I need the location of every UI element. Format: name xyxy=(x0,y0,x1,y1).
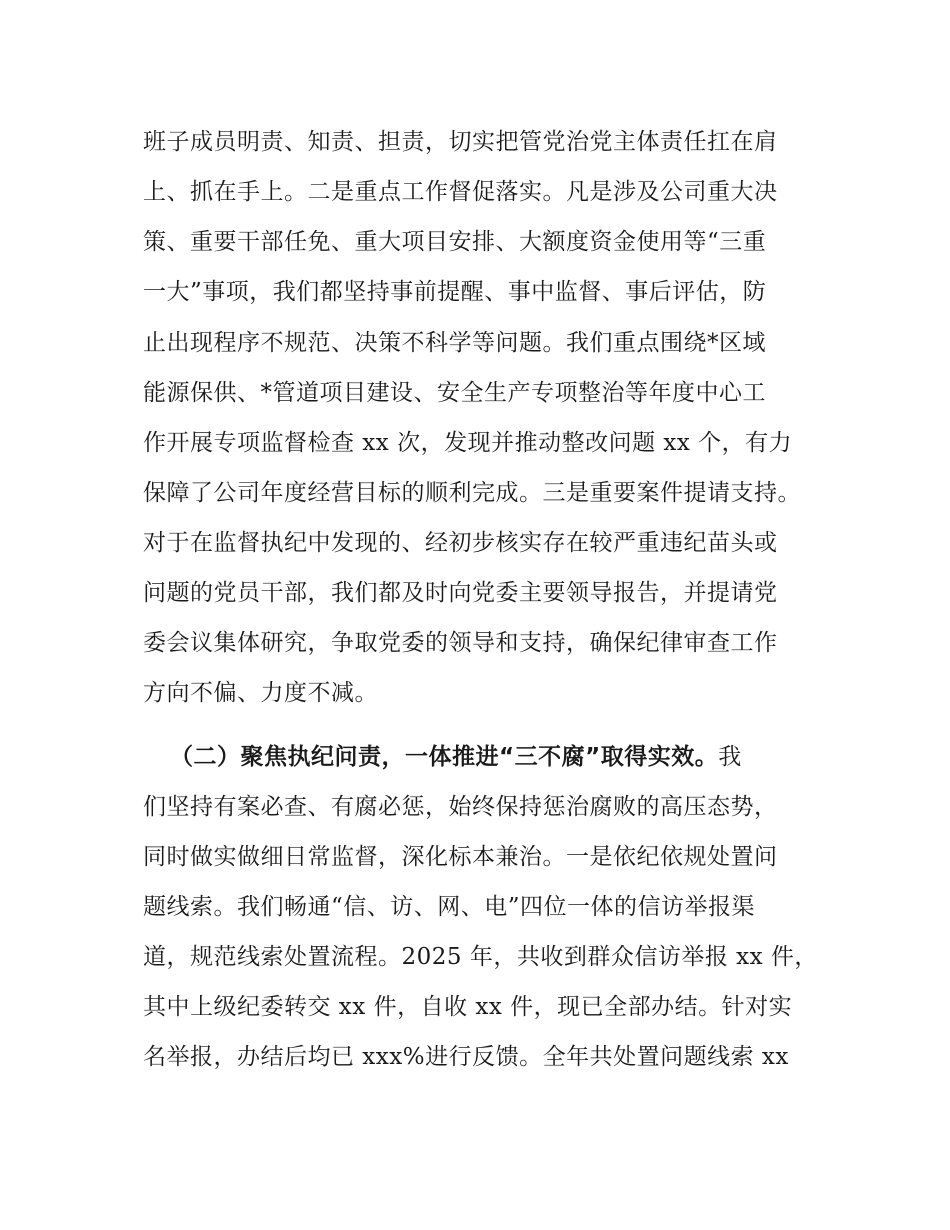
paragraph-1-line-10: 问题的党员干部，我们都及时向党委主要领导报告，并提请党 xyxy=(143,580,778,606)
paragraph-1-line-5: 止出现程序不规范、决策不科学等问题。我们重点围绕*区域 xyxy=(143,330,766,356)
paragraph-2-first-line xyxy=(170,737,742,777)
paragraph-1-line-6: 能源保供、*管道项目建设、安全生产专项整治等年度中心工 xyxy=(143,380,766,406)
paragraph-2-line-4: 题线索。我们畅通“信、访、网、电”四位一体的信访举报渠 xyxy=(143,894,756,920)
paragraph-2-line-3: 同时做实做细日常监督，深化标本兼治。一是依纪依规处置问 xyxy=(143,844,778,870)
paragraph-2-first-line-rest: 我 xyxy=(718,744,742,770)
paragraph-1-line-8: 保障了公司年度经营目标的顺利完成。三是重要案件提请支持。 xyxy=(143,480,801,506)
section-heading: （二）聚焦执纪问责，一体推进“三不腐”取得实效。 xyxy=(170,744,719,770)
paragraph-1-line-3: 策、重要干部任免、重大项目安排、大额度资金使用等“三重 xyxy=(143,229,767,255)
paragraph-1-line-9: 对于在监督执纪中发现的、经初步核实存在较严重违纪苗头或 xyxy=(143,530,778,556)
paragraph-1-line-12: 方向不偏、力度不减。 xyxy=(143,680,378,706)
paragraph-1-line-2: 上、抓在手上。二是重点工作督促落实。凡是涉及公司重大决 xyxy=(143,179,778,205)
paragraph-1-line-11: 委会议集体研究，争取党委的领导和支持，确保纪律审查工作 xyxy=(143,630,778,656)
paragraph-2-line-2: 们坚持有案必查、有腐必惩，始终保持惩治腐败的高压态势， xyxy=(143,794,778,820)
paragraph-1-line-4: 一大”事项，我们都坚持事前提醒、事中监督、事后评估，防 xyxy=(143,279,767,305)
paragraph-1-line-1: 班子成员明责、知责、担责，切实把管党治党主体责任扛在肩 xyxy=(143,129,778,155)
paragraph-1-line-7: 作开展专项监督检查 xx 次，发现并推动整改问题 xx 个，有力 xyxy=(143,430,793,456)
paragraph-2-line-5: 道，规范线索处置流程。2025 年，共收到群众信访举报 xx 件， xyxy=(143,944,818,970)
paragraph-2-line-6: 其中上级纪委转交 xx 件，自收 xx 件，现已全部办结。针对实 xyxy=(143,994,793,1020)
paragraph-2-line-7: 名举报，办结后均已 xxx%进行反馈。全年共处置问题线索 xx xyxy=(143,1044,789,1070)
